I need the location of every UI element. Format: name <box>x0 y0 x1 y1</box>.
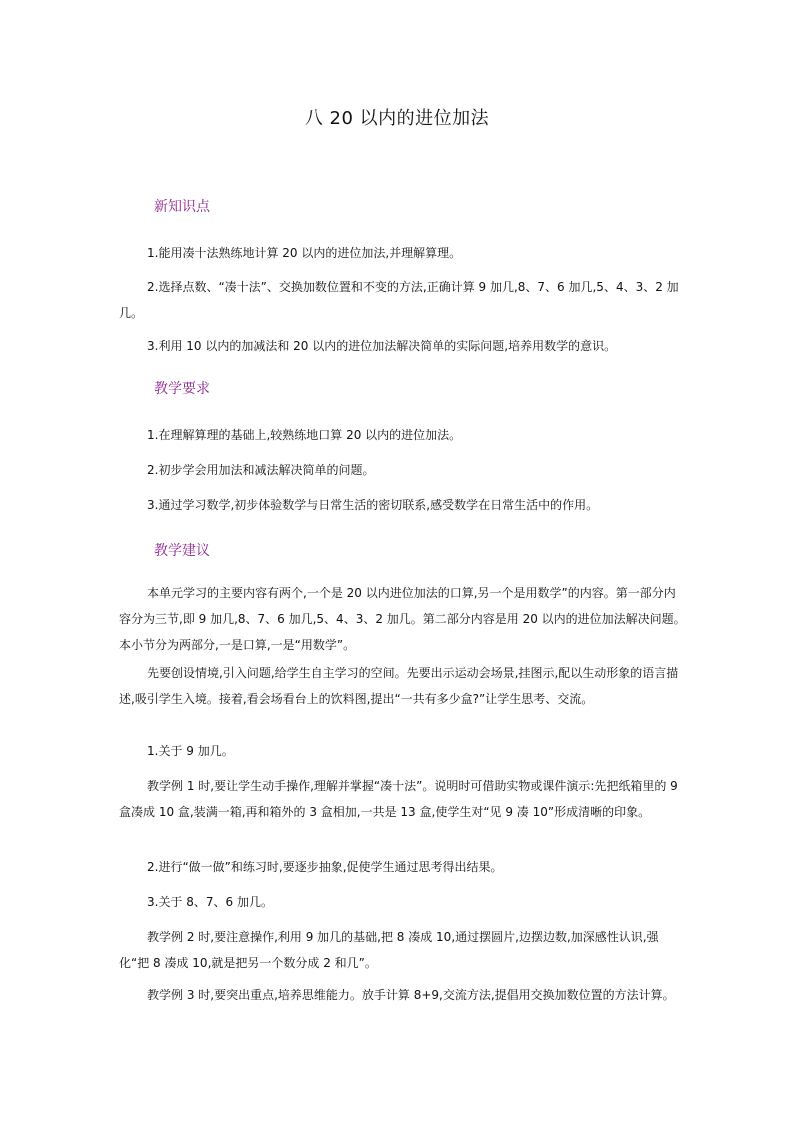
page-title: 八 20 以内的进位加法 <box>304 108 490 129</box>
section-heading-requirements: 教学要求 <box>154 381 210 397</box>
section-heading-suggestions: 教学建议 <box>154 543 210 559</box>
suggestion-paragraph-8: 教学例 3 时,要突出重点,培养思维能力。放手计算 8+9,交流方法,提倡用交换加数位置的方法计算。 <box>147 988 675 1002</box>
knowledge-item-1: 1.能用凑十法熟练地计算 20 以内的进位加法,并理解算理。 <box>147 246 462 260</box>
suggestion-paragraph-6: 3.关于 8、7、6 加几。 <box>147 895 273 909</box>
suggestion-paragraph-4: 教学例 1 时,要让学生动手操作,理解并掌握“凑十法”。说明时可借助实物或课件演示:先把纸箱里的 9 盒凑成 10 盒,装满一箱,再和箱外的 3 盒相加,一共是 13 盒,使学生对“见 9 凑 10”形成清晰的印象。 <box>119 779 678 819</box>
knowledge-item-2: 2.选择点数、“凑十法”、交换加数位置和不变的方法,正确计算 9 加几,8、7、6 加几,5、4、3、2 加几。 <box>119 280 679 320</box>
suggestion-paragraph-5: 2.进行“做一做”和练习时,要逐步抽象,促使学生通过思考得出结果。 <box>147 860 503 874</box>
requirement-item-3: 3.通过学习数学,初步体验数学与日常生活的密切联系,感受数学在日常生活中的作用。 <box>147 498 599 512</box>
suggestion-paragraph-3: 1.关于 9 加几。 <box>147 744 234 758</box>
requirement-item-1: 1.在理解算理的基础上,较熟练地口算 20 以内的进位加法。 <box>147 428 462 442</box>
suggestion-paragraph-2: 先要创设情境,引入问题,给学生自主学习的空间。先要出示运动会场景,挂图示,配以生动形象的语言描述,吸引学生入境。接着,看会场看台上的饮料图,提出“一共有多少盒?”让学生思考、交流。 <box>119 666 679 706</box>
requirement-item-2: 2.初步学会用加法和减法解决简单的问题。 <box>147 463 375 477</box>
knowledge-item-3: 3.利用 10 以内的加减法和 20 以内的进位加法解决简单的实际问题,培养用数学的意识。 <box>147 339 617 353</box>
section-heading-knowledge: 新知识点 <box>154 199 210 215</box>
suggestion-paragraph-1: 本单元学习的主要内容有两个,一个是 20 以内进位加法的口算,另一个是用数学”的内容。第一部分内容分为三节,即 9 加几,8、7、6 加几,5、4、3、2 加几。第二部分内容是用 20 以内的进位加法解决问题。本小节分为两部分,一是口算,一是“用数学”。 <box>119 586 686 652</box>
suggestion-paragraph-7: 教学例 2 时,要注意操作,利用 9 加几的基础,把 8 凑成 10,通过摆圆片,边摆边数,加深感性认识,强化“把 8 凑成 10,就是把另一个数分成 2 和几”。 <box>119 930 659 970</box>
